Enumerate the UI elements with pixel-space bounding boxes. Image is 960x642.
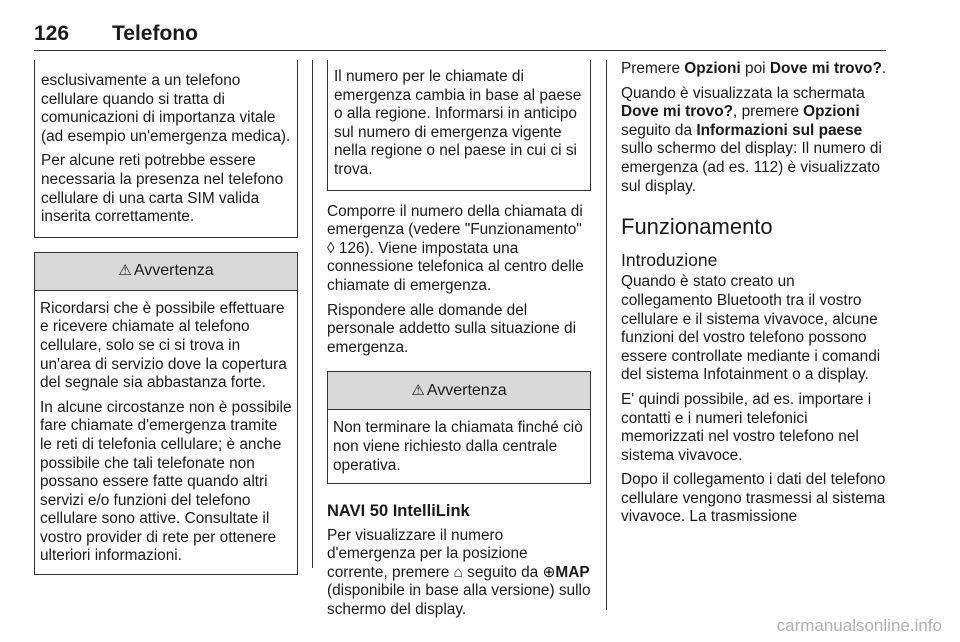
paragraph: Ricordarsi che è possibile effettuare e ricevere chiamate al telefono cellulare, solo se ci si trova in un'area di servizio dove la copertura del segnale sia abbastanza forte. bbox=[40, 299, 287, 392]
paragraph: Dopo il collegamento i dati del telefono cellulare vengono trasmessi al sistema vivavoce. La trasmissione bbox=[621, 471, 886, 526]
page-header bbox=[34, 22, 886, 51]
column-divider-2 bbox=[606, 60, 607, 610]
section-heading: Funzionamento bbox=[621, 214, 773, 240]
column-1 bbox=[34, 60, 298, 575]
paragraph: Per visualizzare il numero d'emergenza per la posizione corrente, premere ⌂ seguito da ⊕MAP (disponibile in base alla versione) sullo schermo del display. bbox=[327, 526, 591, 619]
home-icon: ⌂ bbox=[453, 563, 463, 581]
map-label: MAP bbox=[555, 563, 590, 581]
continued-box bbox=[34, 60, 298, 238]
warning-body bbox=[328, 410, 590, 483]
paragraph: Premere Opzioni poi Dove mi trovo?. bbox=[621, 60, 887, 77]
warning-header bbox=[35, 253, 297, 291]
column-2 bbox=[327, 60, 591, 626]
warning-icon: ⚠ bbox=[411, 381, 425, 399]
watermark: carmanualsonline.info bbox=[776, 616, 942, 635]
paragraph: Quando è visualizzata la schermata Dove mi trovo?, premere Opzioni seguito da Informazioni sul paese sullo schermo del display: Il numero di emergenza (ad es. 112) è visualizzato sul display. bbox=[621, 84, 882, 195]
section-title: NAVI 50 IntelliLink bbox=[327, 502, 470, 521]
paragraph: E' quindi possibile, ad es. importare i contatti e i numeri telefonici memorizzati nel vostro telefono nel sistema vivavoce. bbox=[621, 390, 872, 464]
paragraph: In alcune circostanze non è possibile fare chiamate d'emergenza tramite le reti di telefonia cellulare; è anche possibile che tali telefonate non possano essere fatte quando altri servizi e/o funzioni del telefono cellulare sono attive. Consultate il vostro provider di rete per ottenere ulteriori informazioni. bbox=[40, 398, 292, 565]
paragraph: Comporre il numero della chiamata di emergenza (vedere "Funzionamento" ◊ 126). Viene impostata una connessione telefonica al centro delle chiamate di emergenza. bbox=[327, 202, 584, 294]
emergency-number-box bbox=[327, 60, 591, 191]
globe-icon: ⊕ bbox=[542, 563, 556, 581]
paragraph: Quando è stato creato un collegamento Bluetooth tra il vostro cellulare e il sistema vivavoce, alcune funzioni del vostro telefono possono essere controllate mediante i comandi del sistema Infotainment o a display. bbox=[621, 273, 881, 384]
warning-body bbox=[35, 291, 297, 574]
column-divider-1 bbox=[312, 60, 313, 568]
warning-header bbox=[328, 372, 590, 410]
page-number: 126 bbox=[34, 22, 70, 45]
warning-title: Avvertenza bbox=[133, 261, 214, 279]
paragraph: Rispondere alle domande del personale addetto sulla situazione di emergenza. bbox=[327, 301, 576, 356]
subsection-heading: Introduzione bbox=[621, 249, 718, 270]
paragraph: esclusivamente a un telefono cellulare quando si tratta di comunicazioni di importanza vitale (ad esempio un'emergenza medica). bbox=[41, 72, 291, 145]
column-3 bbox=[621, 60, 889, 533]
paragraph: Il numero per le chiamate di emergenza cambia in base al paese o alla regione. Informarsi in anticipo sul numero di emergenza vigente nella regione o nel paese in cui ci si trova. bbox=[334, 68, 582, 178]
warning-box bbox=[327, 371, 591, 484]
paragraph: Per alcune reti potrebbe essere necessaria la presenza nel telefono cellulare di una carta SIM valida inserita correttamente. bbox=[41, 152, 284, 226]
warning-icon: ⚠ bbox=[118, 261, 132, 279]
warning-title: Avvertenza bbox=[426, 381, 507, 399]
paragraph: Non terminare la chiamata finché ciò non viene richiesto dalla centrale operativa. bbox=[333, 419, 583, 474]
page-title: Telefono bbox=[112, 22, 198, 45]
warning-box bbox=[34, 252, 298, 575]
